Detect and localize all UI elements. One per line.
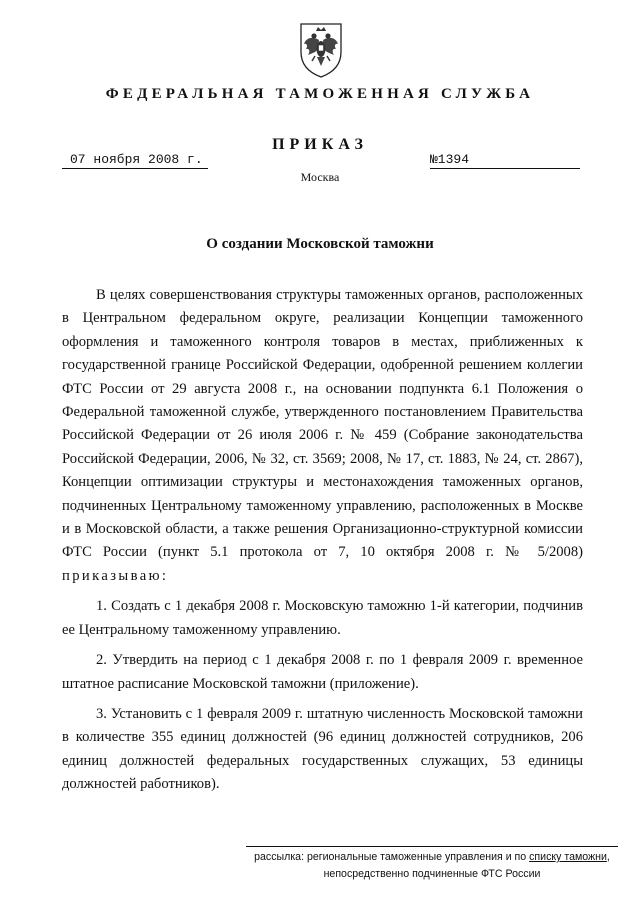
intro-paragraph	[62, 284, 583, 588]
intro-text: В целях совершенствования структуры таможенных органов, расположенных в Центральном федеральном округе, реализации Концепции таможенного оформления и таможенного контроля товаров в местах, приближенных к государственной границе Российской Федерации, одобренной решением коллегии ФТС России от 29 августа 2008 г., на основании подпункта 6.1 Положения о Федеральной таможенной службе, утвержденного постановлением Правительства Российской Федерации от 26 июля 2006 г. № 459 (Собрание законодательства Российской Федерации, 2006, № 32, ст. 3569; 2008, № 17, ст. 1883, № 24, ст. 2867), Концепции оптимизации структуры и местонахождения таможенных органов, подчиненных Центральному таможенному управлению, расположенных в Москве и в Московской области, а также решения Организационно-структурной комиссии ФТС России (пункт 5.1 протокола от 7, 10 октября 2008 г. № 5/2008)	[62, 287, 583, 561]
document-type: ПРИКАЗ	[272, 136, 368, 153]
order-item-2: 2. Утвердить на период с 1 декабря 2008 г. по 1 февраля 2009 г. временное штатное расписание Московской таможни (приложение).	[62, 652, 583, 692]
mailing-line-2: непосредственно подчиненные ФТС России	[323, 868, 541, 880]
document-title: О создании Московской таможни	[206, 236, 434, 252]
mailing-line-1	[246, 849, 618, 866]
order-item-3: 3. Установить с 1 февраля 2009 г. штатную численность Московской таможни в количестве 355 единиц должностей (96 единиц должностей сотрудников, 206 единиц должностей федеральных государственных служащих, 53 единицы должностей работников).	[62, 705, 583, 793]
order-word: приказываю:	[62, 567, 169, 584]
mailing-underlined: списку таможни	[529, 851, 607, 863]
russian-double-headed-eagle-icon	[298, 22, 344, 78]
mailing-suffix: ,	[606, 851, 610, 863]
order-item-1: 1. Создать с 1 декабря 2008 г. Московскую таможню 1-й категории, подчинив ее Центральному таможенному управлению.	[62, 598, 583, 638]
mailing-list	[246, 846, 618, 883]
mailing-prefix: рассылка: региональные таможенные управления и по	[254, 851, 530, 863]
document-body	[62, 284, 583, 797]
issue-city: Москва	[300, 170, 340, 184]
agency-name: ФЕДЕРАЛЬНАЯ ТАМОЖЕННАЯ СЛУЖБА	[105, 86, 535, 102]
order-number: №1394	[430, 152, 580, 169]
order-date: 07 ноября 2008 г.	[62, 152, 208, 169]
